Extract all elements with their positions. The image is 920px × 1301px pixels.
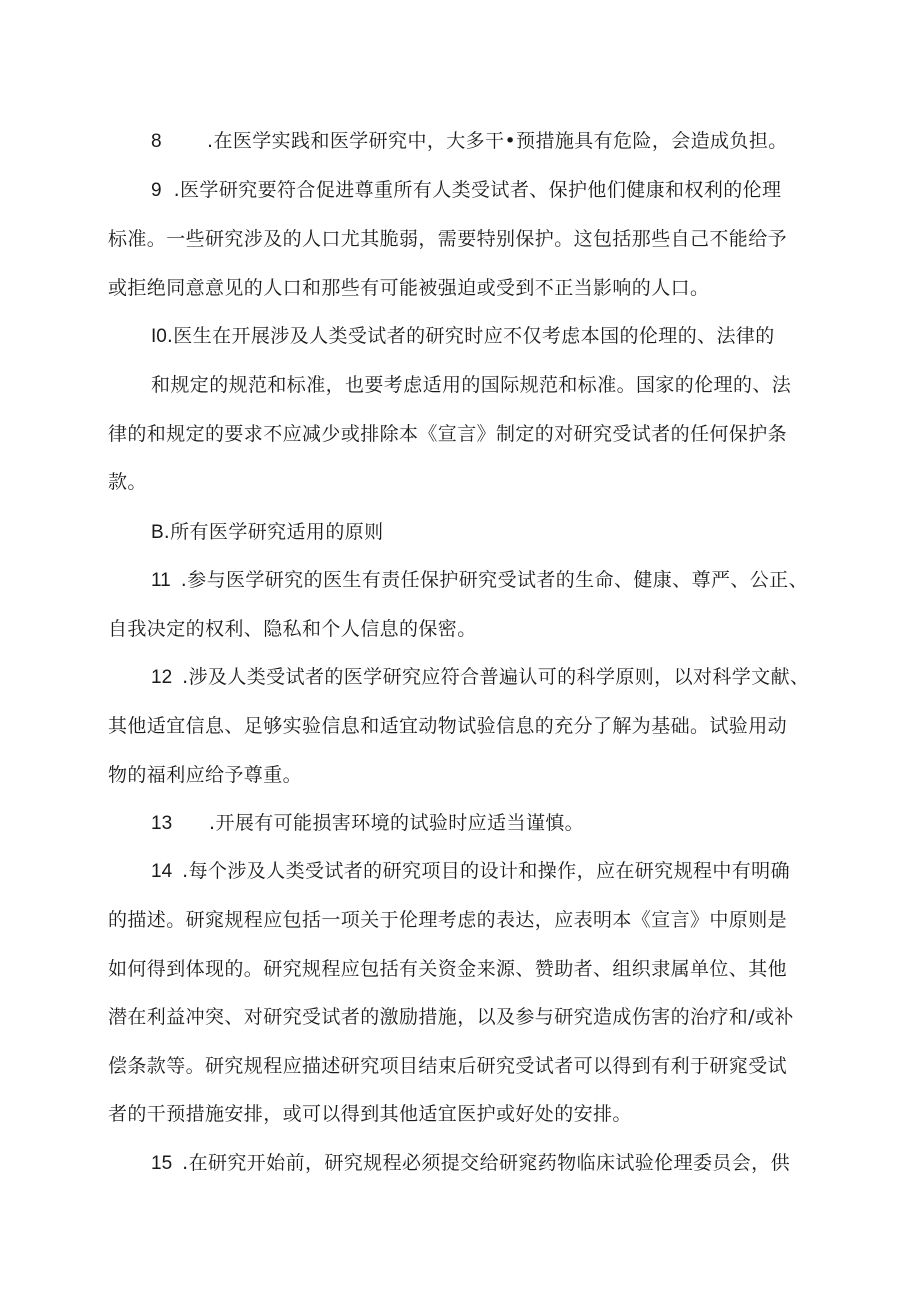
paragraph-text: .开展有可能损害环境的试验时应适当谨慎。 xyxy=(209,812,585,834)
paragraph-8 xyxy=(151,129,861,154)
paragraph-10-line-4: 款。 xyxy=(108,471,147,493)
paragraph-text: .在研究开始前，研究规程必须提交给研窕药物临床试验伦理委员会，供 xyxy=(182,1152,790,1174)
paragraph-14-line-6: 者的干预措施安排，或可以得到其他适宜医护或好处的安排。 xyxy=(108,1103,632,1125)
paragraph-number: 8 xyxy=(151,131,162,152)
paragraph-9-line-3: 或拒绝同意意见的人口和那些有可能被强迫或受到不正当影响的人口。 xyxy=(108,277,710,299)
paragraph-text: .每个涉及人类受试者的研究项目的设计和操作，应在研究规程中有明确 xyxy=(182,860,790,882)
paragraph-13 xyxy=(151,811,861,836)
paragraph-9 xyxy=(151,178,861,203)
paragraph-text: .参与医学研究的医生有责任保护研究受试者的生命、健康、尊严、公正、 xyxy=(180,569,808,591)
paragraph-12-line-2: 其他适宜信息、足够实验信息和适宜动物试验信息的充分了解为基础。试验用动 xyxy=(108,715,788,737)
paragraph-number: I0 xyxy=(151,326,167,347)
paragraph-text: .医学研究要符合促进尊重所有人类受试者、保护他们健康和权利的伦理 xyxy=(173,179,782,201)
paragraph-text: .医生在开展涉及人类受试者的研究时应不仅考虑本国的伦理的、法律的 xyxy=(166,325,775,347)
section-title: .所有医学研究适用的原则 xyxy=(163,521,384,543)
paragraph-12-line-3: 物的福利应给予尊重。 xyxy=(108,764,303,786)
paragraph-14-line-4: 潜在利益冲突、对研究受试者的激励措施，以及参与研究造成伤害的治疗和/或补 xyxy=(108,1006,794,1028)
paragraph-text: .在医学实践和医学研究中，大多干•预措施具有危险，会造成负担。 xyxy=(207,130,788,152)
paragraph-14-line-5: 偿条款等。研究规程应描述研究项目结束后研究受试者可以得到有利于研窕受试 xyxy=(108,1055,788,1077)
paragraph-number: 13 xyxy=(151,813,173,834)
paragraph-number: 9 xyxy=(151,180,162,201)
paragraph-number: 11 xyxy=(151,570,171,591)
paragraph-number: 12 xyxy=(151,667,173,688)
paragraph-10-line-3: 律的和规定的要求不应减少或排除本《宣言》制定的对研究受试者的任何保护条 xyxy=(108,423,788,445)
paragraph-11-line-2: 自我决定的权利、隐私和个人信息的保密。 xyxy=(108,618,477,640)
paragraph-11 xyxy=(151,568,861,593)
paragraph-10 xyxy=(151,324,861,349)
paragraph-14 xyxy=(151,859,861,884)
section-letter: B xyxy=(151,522,164,543)
paragraph-text: .涉及人类受试者的医学研究应符合普遍认可的科学原则，以对科学文献、 xyxy=(182,666,810,688)
paragraph-9-line-2: 标准。一些研究涉及的人口尤其脆弱，需要特别保护。这包括那些自己不能给予 xyxy=(108,228,788,250)
paragraph-14-line-2: 的描述。研窕规程应包括一项关于伦理考虑的表达，应表明本《宣言》中原则是 xyxy=(108,909,788,931)
paragraph-number: 14 xyxy=(151,861,173,882)
paragraph-15 xyxy=(151,1151,861,1176)
paragraph-12 xyxy=(151,665,861,690)
paragraph-number: 15 xyxy=(151,1153,173,1174)
paragraph-10-line-2: 和规定的规范和标准，也要考虑适用的国际规范和标准。国家的伦理的、法 xyxy=(151,374,792,396)
section-heading-b xyxy=(151,520,861,545)
paragraph-14-line-3: 如何得到体现的。研究规程应包括有关资金来源、赞助者、组织隶属单位、其他 xyxy=(108,958,788,980)
